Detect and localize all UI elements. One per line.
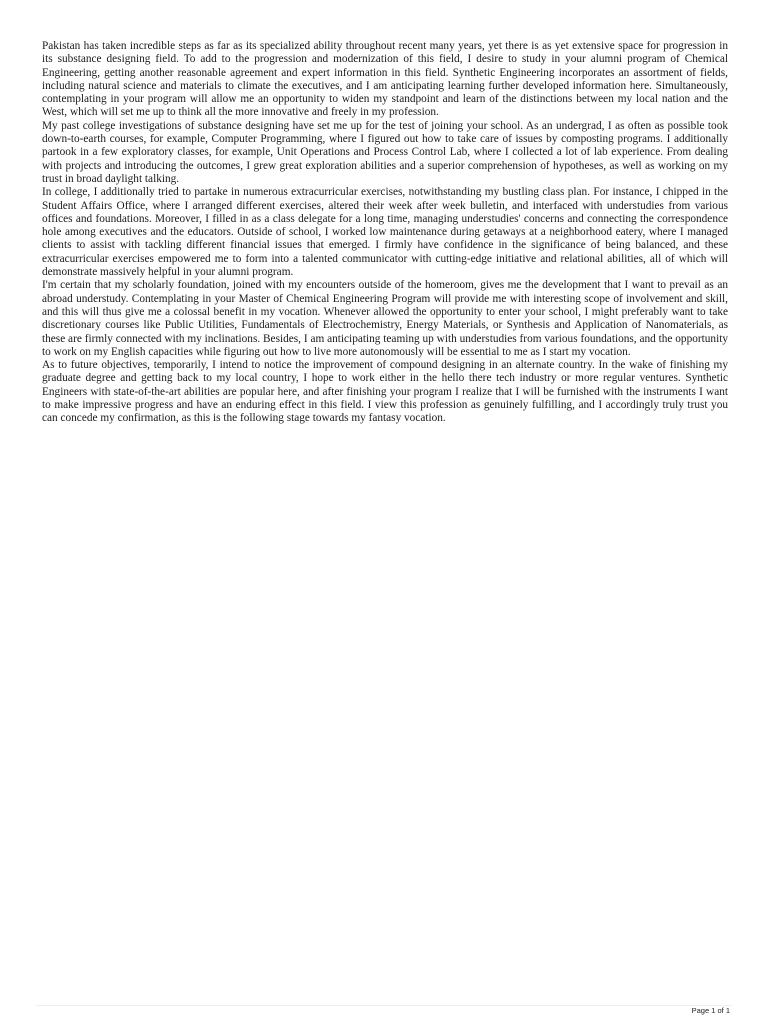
footer-divider: [36, 1005, 732, 1006]
paragraph-future-objectives: As to future objectives, temporarily, I intend to notice the improvement of compound designing in an alternate country. In the wake of finishing my graduate degree and getting back to my local country, I hope to work either in the hello there tech industry or more regular ventures. Synthetic Engineers with state-of-the-art abilities are popular here, and after finishing your program I realize that I will be furnished with the instruments I want to make impressive progress and have an enduring effect in this field. I view this profession as genuinely fulfilling, and I accordingly truly trust you can concede my confirmation, as this is the following stage towards my fantasy vocation.: [42, 359, 728, 425]
paragraph-college-studies: My past college investigations of substance designing have set me up for the test of joining your school. As an undergrad, I as often as possible took down-to-earth courses, for example, Computer Programming, where I figured out how to take care of issues by composting programs. I additionally partook in a few exploratory classes, for example, Unit Operations and Process Control Lab, where I collected a lot of lab experience. From dealing with projects and introducing the outcomes, I grew great exploration abilities and a superior comprehension of hypotheses, as well as working on my trust in broad daylight talking.: [42, 119, 728, 185]
paragraph-extracurricular: In college, I additionally tried to partake in numerous extracurricular exercises, notwithstanding my bustling class plan. For instance, I chipped in the Student Affairs Office, where I arranged different exercises, altered their week after week bulletin, and interfaced with understudies from various offices and foundations. Moreover, I filled in as a class delegate for a long time, managing understudies' concerns and connecting the correspondence hole among executives and the educators. Outside of school, I worked low maintenance during getaways at a neighborhood eatery, where I managed clients to assist with tackling different financial issues that emerged. I firmly have confidence in the significance of being balanced, and these extracurricular exercises empowered me to form into a talented communicator with cutting-edge initiative and relational abilities, all of which will demonstrate massively helpful in your alumni program.: [42, 186, 728, 279]
document-body: [42, 40, 728, 426]
page-number: Page 1 of 1: [691, 1006, 730, 1015]
paragraph-program-goals: I'm certain that my scholarly foundation, joined with my encounters outside of the homeroom, gives me the development that I want to prevail as an abroad understudy. Contemplating in your Master of Chemical Engineering Program will provide me with interesting scope of involvement and skill, and this will thus give me a colossal benefit in my vocation. Whenever allowed the opportunity to enter your school, I might preferably want to take discretionary courses like Public Utilities, Fundamentals of Electrochemistry, Energy Materials, or Synthesis and Application of Nanomaterials, as these are firmly connected with my inclinations. Besides, I am anticipating teaming up with understudies from various foundations, and the opportunity to work on my English capacities while figuring out how to live more autonomously will be essential to me as I start my vocation.: [42, 279, 728, 358]
paragraph-intro: Pakistan has taken incredible steps as far as its specialized ability throughout recent many years, yet there is as yet extensive space for progression in its substance designing field. To add to the progression and modernization of this field, I desire to study in your alumni program of Chemical Engineering, getting another reasonable agreement and expert information in this field. Synthetic Engineering incorporates an assortment of fields, including natural science and materials to climate the executives, and I am anticipating learning further developed information here. Simultaneously, contemplating in your program will allow me an opportunity to widen my standpoint and learn of the distinctions between my local nation and the West, which will set me up to think all the more innovative and freely in my profession.: [42, 40, 728, 119]
